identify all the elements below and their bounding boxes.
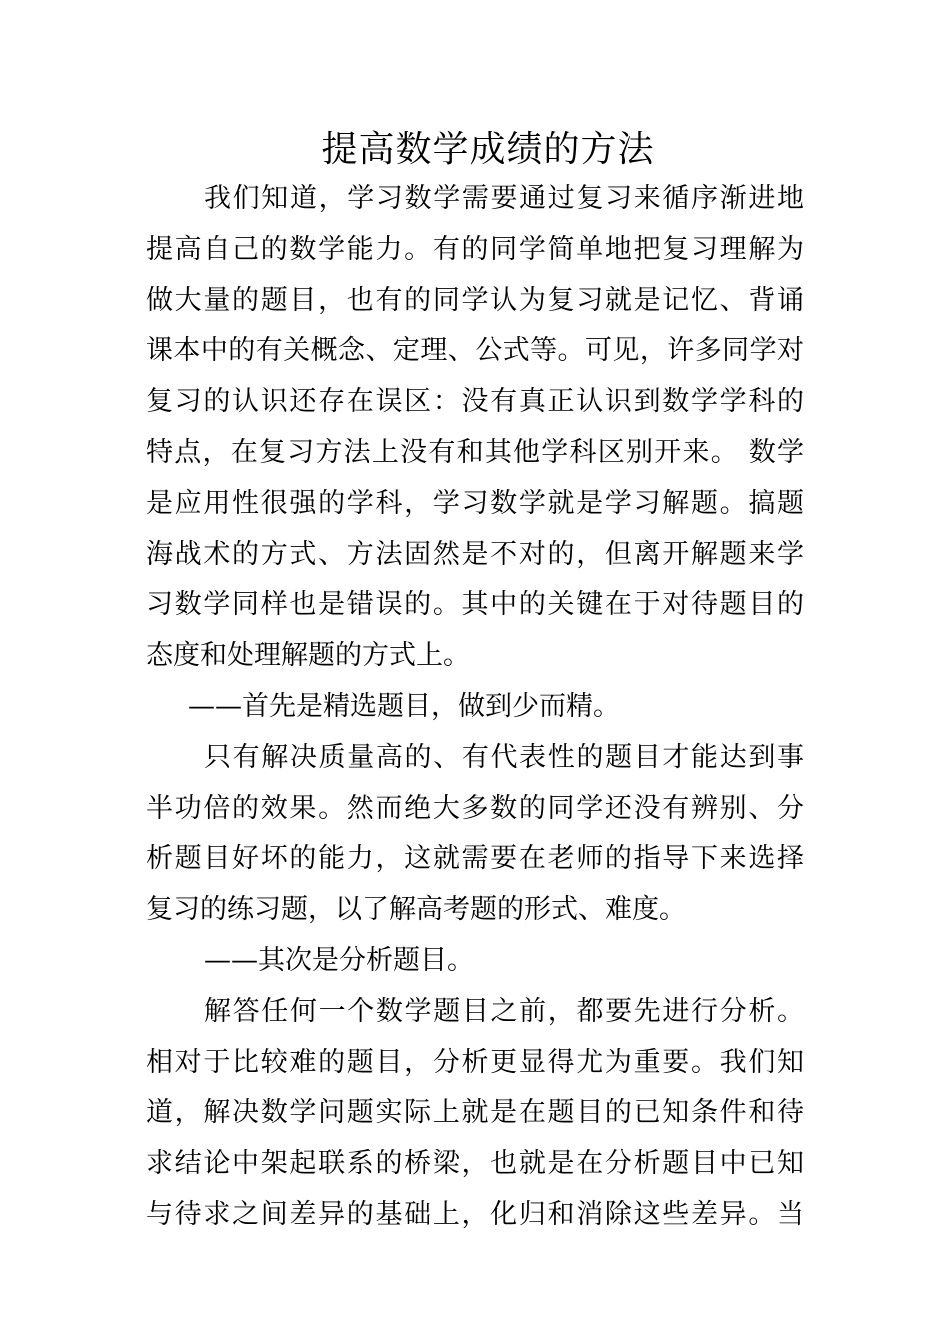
text-line: 是应用性很强的学科，学习数学就是学习解题。搞题 [146, 487, 804, 519]
text-line: 只有解决质量高的、有代表性的题目才能达到事 [204, 741, 804, 773]
text-line: 析题目好坏的能力，这就需要在老师的指导下来选择 [146, 843, 804, 875]
section-heading: ——首先是精选题目，做到少而精。 [188, 690, 620, 722]
document-title: 提高数学成绩的方法 [321, 129, 655, 170]
document-body [146, 174, 804, 1241]
text-line: 与待求之间差异的基础上，化归和消除这些差异。当 [146, 1198, 804, 1230]
text-line: 我们知道，学习数学需要通过复习来循序渐进地 [204, 183, 804, 214]
text-line: 求结论中架起联系的桥梁，也就是在分析题目中已知 [146, 1148, 804, 1180]
section-heading: ——其次是分析题目。 [204, 944, 474, 976]
text-line: 道，解决数学问题实际上就是在题目的已知条件和待 [146, 1097, 804, 1129]
text-line: 课本中的有关概念、定理、公式等。可见，许多同学对 [146, 335, 804, 367]
text-line: 习数学同样也是错误的。其中的关键在于对待题目的 [146, 589, 804, 621]
text-line: 态度和处理解题的方式上。 [146, 640, 470, 672]
text-line: 解答任何一个数学题目之前，都要先进行分析。 [204, 995, 804, 1027]
text-line: 海战术的方式、方法固然是不对的，但离开解题来学 [146, 538, 804, 570]
text-line: 复习的练习题，以了解高考题的形式、难度。 [146, 894, 686, 926]
text-line: 复习的认识还存在误区：没有真正认识到数学学科的 [146, 386, 804, 418]
text-line: 做大量的题目，也有的同学认为复习就是记忆、背诵 [146, 284, 804, 316]
text-line: 半功倍的效果。然而绝大多数的同学还没有辨别、分 [146, 792, 804, 824]
text-line: 提高自己的数学能力。有的同学简单地把复习理解为 [146, 233, 804, 265]
text-line: 特点，在复习方法上没有和其他学科区别开来。 数学 [146, 436, 804, 468]
text-line: 相对于比较难的题目，分析更显得尤为重要。我们知 [146, 1046, 804, 1078]
